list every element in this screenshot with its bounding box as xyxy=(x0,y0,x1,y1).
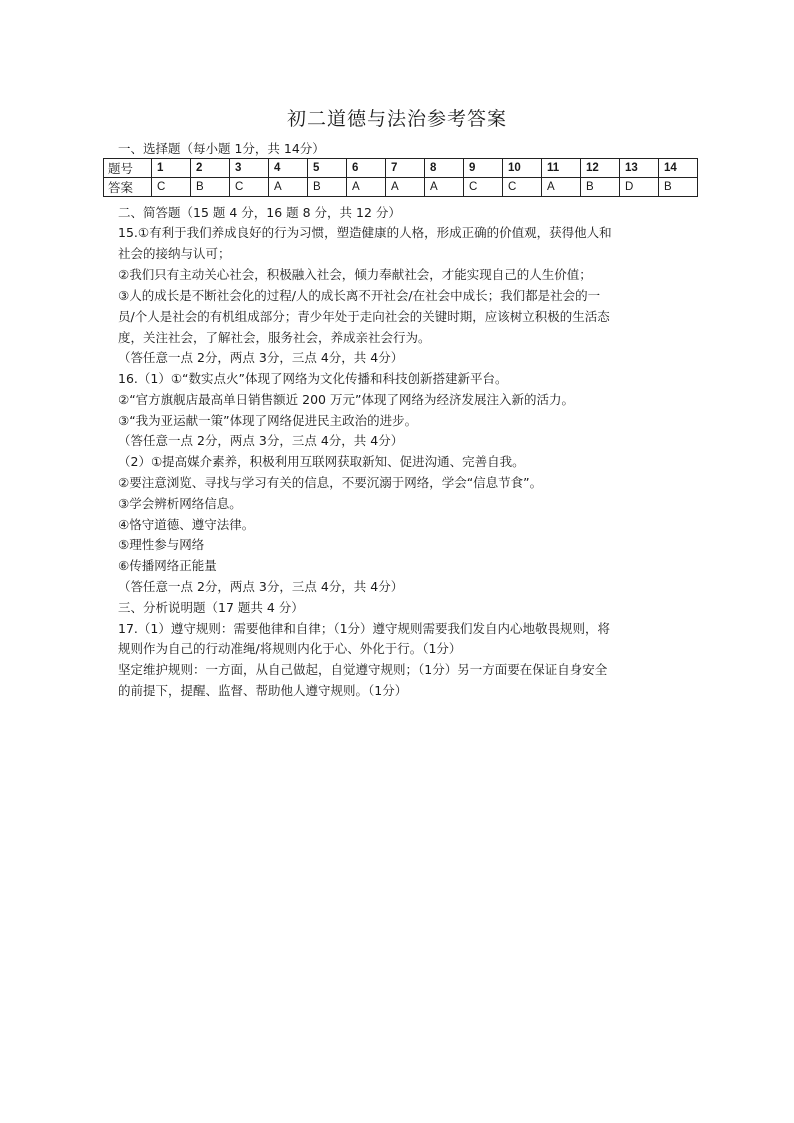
answer-line: 15.①有利于我们养成良好的行为习惯，塑造健康的人格，形成正确的价值观，获得他人和 xyxy=(118,225,612,240)
table-cell: B xyxy=(308,178,347,197)
answer-line: ②要注意浏览、寻找与学习有关的信息，不要沉溺于网络，学会“信息节食”。 xyxy=(118,475,543,490)
answer-table xyxy=(103,158,698,197)
table-cell: 14 xyxy=(659,159,698,178)
table-row-answers xyxy=(104,178,698,197)
page-title: 初二道德与法治参考答案 xyxy=(286,108,507,130)
score-note: （答任意一点 2分，两点 3分，三点 4分，共 4分） xyxy=(118,579,404,594)
answer-line: 16.（1）①“数实点火”体现了网络为文化传播和科技创新搭建新平台。 xyxy=(118,371,508,386)
table-cell: 11 xyxy=(542,159,581,178)
table-cell: B xyxy=(191,178,230,197)
table-cell: 8 xyxy=(425,159,464,178)
table-cell: A xyxy=(347,178,386,197)
table-cell: 9 xyxy=(464,159,503,178)
table-cell: 12 xyxy=(581,159,620,178)
answer-line: 17.（1）遵守规则：需要他律和自律；（1分）遵守规则需要我们发自内心地敬畏规则，将 xyxy=(118,621,611,636)
answer-line: ④恪守道德、遵守法律。 xyxy=(118,517,255,532)
answer-line: ⑥传播网络正能量 xyxy=(118,558,217,573)
table-cell: C xyxy=(464,178,503,197)
table-cell: 6 xyxy=(347,159,386,178)
score-note: （答任意一点 2分，两点 3分，三点 4分，共 4分） xyxy=(118,350,404,365)
table-row-numbers xyxy=(104,159,698,178)
table-cell: C xyxy=(230,178,269,197)
section-3-heading: 三、分析说明题（17 题共 4 分） xyxy=(118,600,304,615)
answer-line: 规则作为自己的行动准绳/将规则内化于心、外化于行。（1分） xyxy=(118,641,462,656)
table-cell: B xyxy=(581,178,620,197)
answer-line: 社会的接纳与认可； xyxy=(118,246,231,261)
table-cell: 10 xyxy=(503,159,542,178)
table-cell: C xyxy=(152,178,191,197)
answer-line: （2）①提高媒介素养，积极利用互联网获取新知、促进沟通、完善自我。 xyxy=(118,454,525,469)
answer-line: 度，关注社会，了解社会，服务社会，养成亲社会行为。 xyxy=(118,330,431,345)
row-label-numbers: 题号 xyxy=(104,159,152,178)
table-cell: A xyxy=(386,178,425,197)
table-cell: 2 xyxy=(191,159,230,178)
table-cell: 13 xyxy=(620,159,659,178)
answer-line: 的前提下，提醒、监督、帮助他人遵守规则。（1分） xyxy=(118,683,408,698)
table-cell: 4 xyxy=(269,159,308,178)
table-cell: A xyxy=(425,178,464,197)
answer-line: ③“我为亚运献一策”体现了网络促进民主政治的进步。 xyxy=(118,413,418,428)
table-cell: 7 xyxy=(386,159,425,178)
table-cell: A xyxy=(269,178,308,197)
table-cell: B xyxy=(659,178,698,197)
answer-line: ②我们只有主动关心社会，积极融入社会，倾力奉献社会，才能实现自己的人生价值； xyxy=(118,267,592,282)
score-note: （答任意一点 2分，两点 3分，三点 4分，共 4分） xyxy=(118,433,404,448)
answer-line: ⑤理性参与网络 xyxy=(118,537,205,552)
section-2-heading: 二、简答题（15 题 4 分，16 题 8 分，共 12 分） xyxy=(118,205,401,220)
table-cell: 5 xyxy=(308,159,347,178)
answer-line: ③人的成长是不断社会化的过程/人的成长离不开社会/在社会中成长；我们都是社会的一 xyxy=(118,288,601,303)
answer-line: 坚定维护规则：一方面，从自己做起，自觉遵守规则；（1分）另一方面要在保证自身安全 xyxy=(118,662,608,677)
table-cell: D xyxy=(620,178,659,197)
section-1-heading: 一、选择题（每小题 1分，共 14分） xyxy=(118,141,325,156)
row-label-answers: 答案 xyxy=(104,178,152,197)
table-cell: C xyxy=(503,178,542,197)
table-cell: A xyxy=(542,178,581,197)
table-cell: 3 xyxy=(230,159,269,178)
table-cell: 1 xyxy=(152,159,191,178)
answer-line: ③学会辨析网络信息。 xyxy=(118,496,242,511)
answer-line: 员/个人是社会的有机组成部分；青少年处于走向社会的关键时期，应该树立积极的生活态 xyxy=(118,309,610,324)
answer-line: ②“官方旗舰店最高单日销售额近 200 万元”体现了网络为经济发展注入新的活力。 xyxy=(118,392,574,407)
